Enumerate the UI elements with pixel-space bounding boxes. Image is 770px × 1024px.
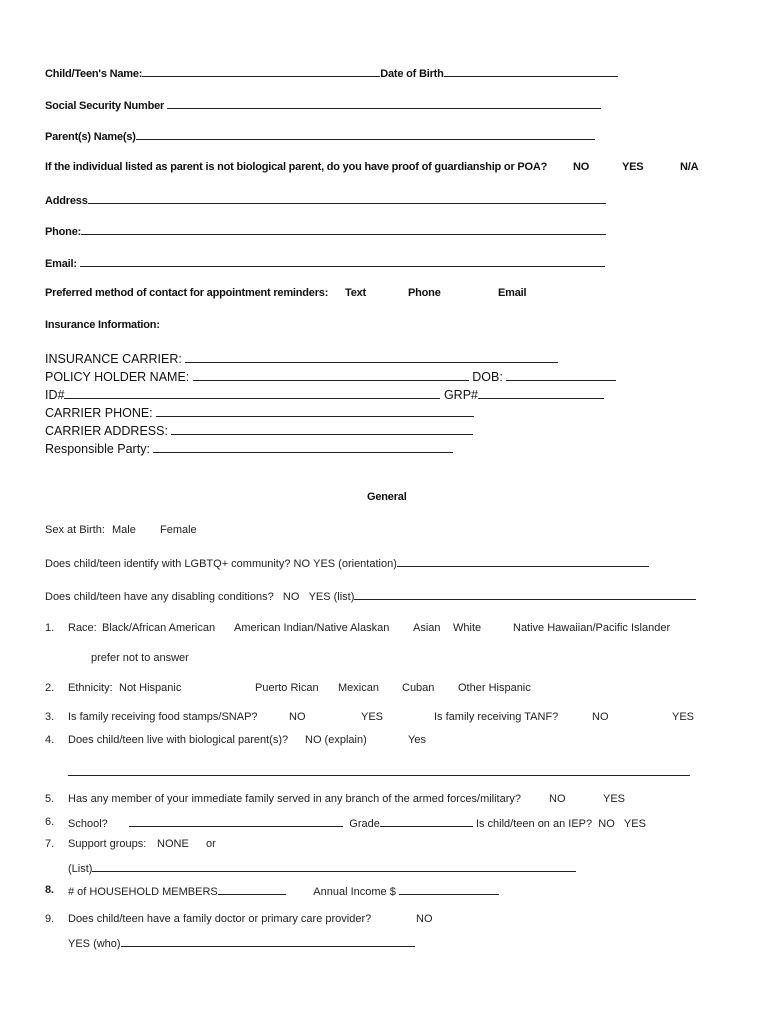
contact-text[interactable]: Text xyxy=(345,287,367,299)
ethnicity-puerto-rican[interactable]: Puerto Rican xyxy=(255,682,319,694)
item-number-8: 8. xyxy=(45,884,54,896)
income-field[interactable] xyxy=(399,883,499,895)
doctor-field[interactable] xyxy=(121,935,415,947)
dob-label: Date of Birth xyxy=(380,68,444,80)
insurance-carrier-label: INSURANCE CARRIER: xyxy=(45,352,182,366)
disabling-yes[interactable]: YES (list) xyxy=(308,591,355,603)
insurance-carrier-field[interactable] xyxy=(185,349,558,363)
support-none[interactable]: NONE xyxy=(157,838,189,850)
iep-question: Is child/teen on an IEP? xyxy=(475,818,593,830)
contact-question: Preferred method of contact for appointment reminders: xyxy=(45,287,329,299)
sex-male[interactable]: Male xyxy=(112,524,136,536)
phone-label: Phone: xyxy=(45,226,82,238)
household-row xyxy=(68,883,499,899)
carrier-phone-row xyxy=(45,403,474,422)
household-label: # of HOUSEHOLD MEMBERS xyxy=(68,886,218,898)
lgbtq-yes[interactable]: YES (orientation) xyxy=(313,558,397,570)
school-label: School? xyxy=(68,818,108,830)
general-heading: General xyxy=(367,491,407,503)
ethnicity-mexican[interactable]: Mexican xyxy=(338,682,379,694)
guardian-question: If the individual listed as parent is not biological parent, do you have proof of guardianship or POA? xyxy=(45,161,548,173)
military-question: Has any member of your immediate family served in any branch of the armed forces/military? xyxy=(68,793,522,805)
responsible-row xyxy=(45,439,453,458)
dob-field[interactable] xyxy=(444,65,618,77)
bio-parent-no[interactable]: NO (explain) xyxy=(305,734,367,746)
ethnicity-not-hispanic[interactable]: Not Hispanic xyxy=(119,682,182,694)
email-row xyxy=(45,255,605,271)
race-black[interactable]: Black/African American xyxy=(102,622,216,634)
contact-email[interactable]: Email xyxy=(498,287,527,299)
carrier-phone-label: CARRIER PHONE: xyxy=(45,406,153,420)
grade-field[interactable] xyxy=(380,815,473,827)
parents-field[interactable] xyxy=(136,128,595,140)
responsible-label: Responsible Party: xyxy=(45,442,150,456)
child-name-field[interactable] xyxy=(142,65,380,77)
race-prefer-not[interactable]: prefer not to answer xyxy=(91,652,189,664)
household-field[interactable] xyxy=(218,883,286,895)
guardian-na[interactable]: N/A xyxy=(680,161,699,173)
bio-parent-question: Does child/teen live with biological parent(s)? xyxy=(68,734,289,746)
race-label: Race: xyxy=(68,622,97,634)
id-label: ID# xyxy=(45,388,65,402)
item-number-4: 4. xyxy=(45,734,55,746)
phone-field[interactable] xyxy=(81,223,606,235)
school-row xyxy=(68,815,646,831)
sex-label: Sex at Birth: xyxy=(45,524,105,536)
holder-dob-field[interactable] xyxy=(506,367,616,381)
support-list-label: (List) xyxy=(68,863,93,875)
lgbtq-question: Does child/teen identify with LGBTQ+ community? xyxy=(45,558,291,570)
sex-female[interactable]: Female xyxy=(160,524,197,536)
grp-label: GRP# xyxy=(443,388,478,402)
ssn-field[interactable] xyxy=(167,97,601,109)
income-label: Annual Income $ xyxy=(313,886,396,898)
disabling-field[interactable] xyxy=(354,588,696,600)
bio-parent-yes[interactable]: Yes xyxy=(408,734,426,746)
contact-phone[interactable]: Phone xyxy=(408,287,441,299)
doctor-yes-row xyxy=(68,935,415,951)
carrier-address-label: CARRIER ADDRESS: xyxy=(45,424,168,438)
lgbtq-row xyxy=(45,555,649,571)
iep-yes[interactable]: YES xyxy=(623,818,646,830)
insurance-carrier-row xyxy=(45,349,558,368)
ssn-label: Social Security Number xyxy=(45,100,165,112)
ssn-row xyxy=(45,97,601,113)
child-name-label: Child/Teen's Name: xyxy=(45,68,143,80)
address-field[interactable] xyxy=(88,192,606,204)
doctor-question: Does child/teen have a family doctor or primary care provider? xyxy=(68,913,372,925)
support-groups-label: Support groups: xyxy=(68,838,147,850)
email-label: Email: xyxy=(45,258,77,270)
carrier-phone-field[interactable] xyxy=(156,403,474,417)
carrier-address-field[interactable] xyxy=(171,421,473,435)
lgbtq-field[interactable] xyxy=(397,555,649,567)
item-number-9: 9. xyxy=(45,913,55,925)
policy-holder-row xyxy=(45,367,616,386)
bio-parent-explain-field[interactable] xyxy=(68,764,690,776)
tanf-question: Is family receiving TANF? xyxy=(434,711,559,723)
race-white[interactable]: White xyxy=(453,622,482,634)
snap-question: Is family receiving food stamps/SNAP? xyxy=(68,711,258,723)
race-asian[interactable]: Asian xyxy=(413,622,441,634)
grp-field[interactable] xyxy=(478,385,604,399)
grade-label: Grade xyxy=(349,818,380,830)
responsible-field[interactable] xyxy=(153,439,453,453)
support-list-row xyxy=(68,860,576,876)
holder-dob-label: DOB: xyxy=(472,370,503,384)
military-no[interactable]: NO xyxy=(549,793,566,805)
disabling-no[interactable]: NO xyxy=(282,591,300,603)
phone-row xyxy=(45,223,606,239)
carrier-address-row xyxy=(45,421,473,440)
item-number-7: 7. xyxy=(45,838,55,850)
doctor-no[interactable]: NO xyxy=(416,913,433,925)
ethnicity-label: Ethnicity: xyxy=(68,682,113,694)
support-or: or xyxy=(206,838,216,850)
snap-no[interactable]: NO xyxy=(289,711,306,723)
guardian-yes[interactable]: YES xyxy=(622,161,644,173)
policy-holder-label: POLICY HOLDER NAME: xyxy=(45,370,190,384)
id-field[interactable] xyxy=(64,385,440,399)
snap-yes[interactable]: YES xyxy=(361,711,384,723)
parents-row xyxy=(45,128,595,144)
disabling-question: Does child/teen have any disabling conditions? xyxy=(45,591,274,603)
insurance-heading: Insurance Information: xyxy=(45,319,160,331)
tanf-no[interactable]: NO xyxy=(592,711,609,723)
ethnicity-cuban[interactable]: Cuban xyxy=(402,682,435,694)
item-number-2: 2. xyxy=(45,682,55,694)
id-row xyxy=(45,385,604,404)
parents-label: Parent(s) Name(s) xyxy=(45,131,136,143)
ethnicity-other[interactable]: Other Hispanic xyxy=(458,682,531,694)
item-number-3: 3. xyxy=(45,711,55,723)
iep-no[interactable]: NO xyxy=(598,818,615,830)
support-list-field[interactable] xyxy=(92,860,576,872)
policy-holder-field[interactable] xyxy=(193,367,469,381)
race-american-indian[interactable]: American Indian/Native Alaskan xyxy=(234,622,390,634)
item-number-5: 5. xyxy=(45,793,55,805)
disabling-row xyxy=(45,588,696,604)
military-yes[interactable]: YES xyxy=(603,793,626,805)
tanf-yes[interactable]: YES xyxy=(672,711,695,723)
doctor-yes-label[interactable]: YES (who) xyxy=(68,938,121,950)
item-number-6: 6. xyxy=(45,816,55,828)
address-row xyxy=(45,192,606,208)
school-field[interactable] xyxy=(129,815,343,827)
guardian-no[interactable]: NO xyxy=(573,161,590,173)
email-field[interactable] xyxy=(80,255,605,267)
race-hawaiian[interactable]: Native Hawaiian/Pacific Islander xyxy=(513,622,671,634)
item-number-1: 1. xyxy=(45,622,55,634)
address-label: Address xyxy=(45,195,88,207)
lgbtq-no[interactable]: NO xyxy=(293,558,311,570)
child-name-row xyxy=(45,65,618,81)
